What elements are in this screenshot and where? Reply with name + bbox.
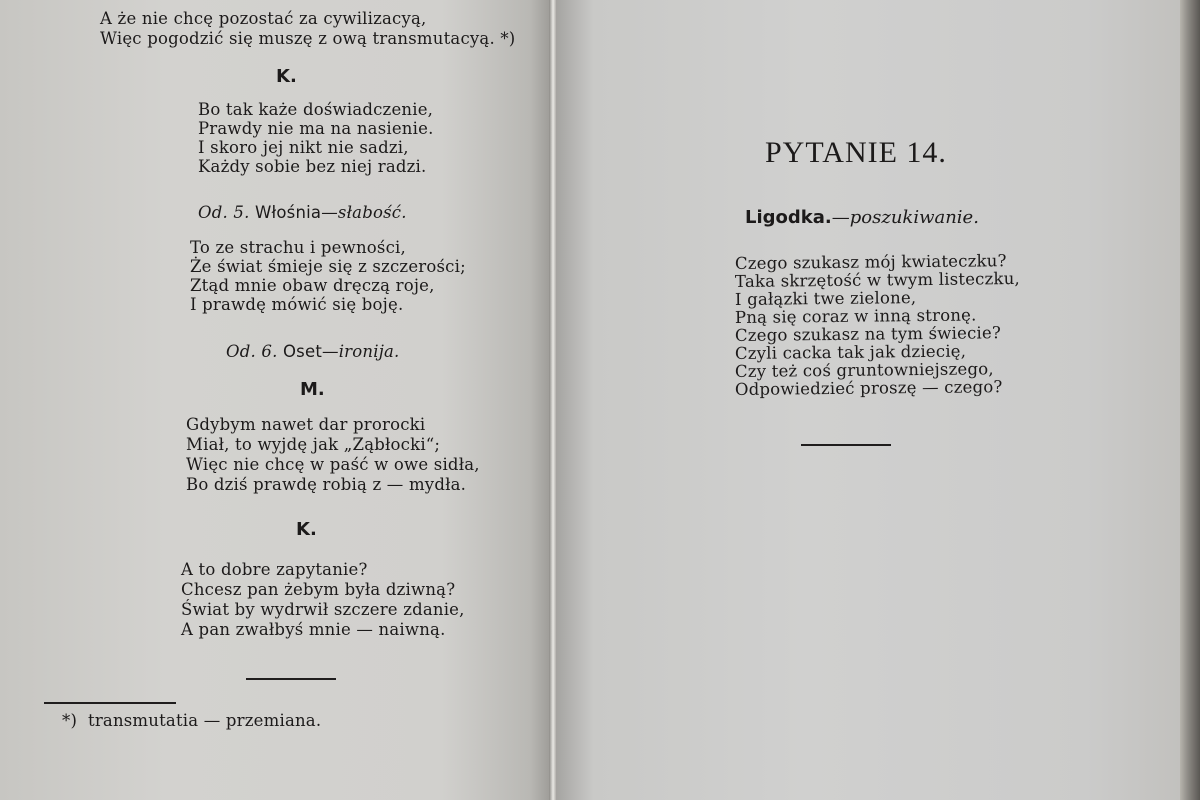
section-divider [246, 678, 336, 680]
footnote-rule [44, 702, 176, 704]
verse-line: Chcesz pan żebym była dziwną? [181, 580, 456, 599]
riddle-description: —poszukiwanie. [831, 207, 979, 228]
verse-line: Taka skrzętość w twym listeczku, [734, 269, 1021, 291]
verse-line: I prawdę mówić się boję. [190, 295, 404, 314]
footnote-text: transmutatia — przemiana. [87, 711, 322, 730]
verse-line: Prawdy nie ma na nasienie. [198, 119, 434, 138]
riddle-subtitle [745, 207, 979, 228]
answer-number: Od. 6. [226, 342, 278, 361]
verse-line: Każdy sobie bez niej radzi. [198, 157, 427, 176]
answer-note [226, 343, 400, 361]
verse-line: Czego szukasz mój kwiateczku? [734, 251, 1007, 273]
verse-line: Odpowiedzieć proszę — czego? [734, 377, 1003, 399]
verse-line: Gdybym nawet dar prorocki [186, 415, 426, 434]
verse-line: Czego szukasz na tym świecie? [734, 323, 1002, 345]
verse-line: Bo tak każe doświadczenie, [198, 100, 434, 119]
right-page [556, 0, 1180, 800]
verse-line: A pan zwałbyś mnie — naiwną. [181, 620, 446, 639]
verse-line: Więc nie chcę w paść w owe sidła, [186, 455, 480, 474]
verse-line: Miał, to wyjdę jak „Ząbłocki“; [186, 435, 441, 454]
book-edge [1180, 0, 1200, 800]
verse-line: Bo dziś prawdę robią z — mydła. [186, 475, 467, 494]
answer-word: Oset [282, 342, 322, 361]
verse-line: Czyli cacka tak jak dziecię, [734, 341, 967, 363]
verse-line: I gałązki twe zielone, [734, 288, 917, 309]
answer-number: Od. 5. [198, 203, 250, 222]
riddle-name: Ligodka. [745, 207, 832, 228]
stanza-heading: K. [296, 519, 317, 540]
verse-line: I skoro jej nikt nie sadzi, [198, 138, 409, 157]
section-divider [801, 444, 891, 446]
answer-meaning: —słabość. [321, 203, 407, 222]
verse-line: Czy też coś gruntowniejszego, [734, 359, 994, 381]
answer-note [198, 204, 407, 222]
verse-line: Że świat śmieje się z szczerości; [190, 257, 466, 276]
footnote [62, 712, 321, 730]
answer-meaning: —ironija. [322, 342, 400, 361]
verse-line: Świat by wydrwił szczere zdanie, [181, 600, 465, 619]
verse-line: To ze strachu i pewności, [190, 238, 406, 257]
answer-word: Włośnia [254, 203, 322, 222]
footnote-marker: *) [62, 711, 78, 730]
verse-line: Pną się coraz w inną stronę. [734, 305, 977, 327]
intro-line: Więc pogodzić się muszę z ową transmutacyą. *) [100, 29, 516, 48]
page-title: PYTANIE 14. [765, 136, 947, 169]
intro-line: A że nie chcę pozostać za cywilizacyą, [100, 9, 427, 28]
stanza-heading: K. [276, 66, 297, 87]
stanza-heading: M. [300, 379, 325, 400]
verse-line: Ztąd mnie obaw dręczą roje, [190, 276, 435, 295]
verse-line: A to dobre zapytanie? [181, 560, 368, 579]
